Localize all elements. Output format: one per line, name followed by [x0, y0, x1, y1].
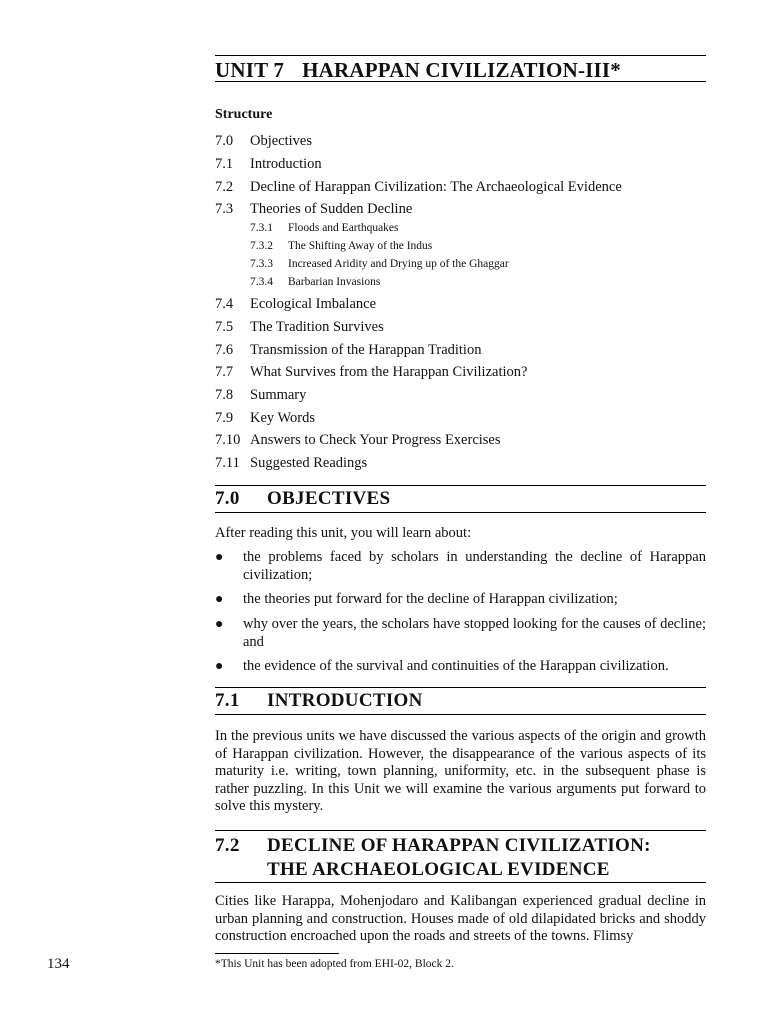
toc-item: 7.8 Summary [215, 387, 307, 403]
toc-item: 7.2 Decline of Harappan Civilization: The Archaeological Evidence [215, 179, 622, 195]
toc-item: 7.1 Introduction [215, 156, 322, 172]
unit-number: UNIT 7 [215, 58, 285, 82]
objective-bullet: ● the problems faced by scholars in understanding the decline of Harappan civilization; [215, 549, 706, 583]
toc-item: 7.11 Suggested Readings [215, 455, 368, 471]
subtoc-item: 7.3.3 Increased Aridity and Drying up of the Ghaggar [250, 258, 509, 270]
decline-top-rule [215, 830, 706, 831]
footnote: *This Unit has been adopted from EHI-02, Block 2. [215, 958, 454, 970]
subtoc-item: 7.3.1 Floods and Earthquakes [250, 222, 399, 234]
objectives-top-rule [215, 485, 706, 486]
introduction-top-rule [215, 687, 706, 688]
unit-name: HARAPPAN CIVILIZATION-III* [302, 58, 621, 82]
page-number: 134 [47, 956, 70, 972]
objectives-intro: After reading this unit, you will learn about: [215, 525, 472, 541]
footnote-rule [215, 953, 339, 954]
toc-item: 7.3 Theories of Sudden Decline [215, 201, 413, 217]
section-heading-decline: 7.2 DECLINE OF HARAPPAN CIVILIZATION: THE ARCHAEOLOGICAL EVIDENCE [215, 835, 651, 880]
decline-bottom-rule [215, 882, 706, 883]
unit-title-underline [215, 81, 706, 82]
subtoc-item: 7.3.2 The Shifting Away of the Indus [250, 240, 433, 252]
objective-bullet: ● why over the years, the scholars have stopped looking for the causes of decline; and [215, 616, 706, 650]
structure-label: Structure [215, 107, 273, 122]
section-heading-objectives: 7.0 OBJECTIVES [215, 488, 391, 509]
toc-item: 7.4 Ecological Imbalance [215, 296, 377, 312]
toc-item: 7.10 Answers to Check Your Progress Exercises [215, 432, 501, 448]
objectives-bottom-rule [215, 512, 706, 513]
toc-item: 7.7 What Survives from the Harappan Civilization? [215, 364, 528, 380]
toc-item: 7.9 Key Words [215, 410, 316, 426]
subtoc-item: 7.3.4 Barbarian Invasions [250, 276, 381, 288]
introduction-paragraph: In the previous units we have discussed the various aspects of the origin and growth of Harappan civilization. However, the disappearance of the various aspects of its maturity i.e. writing, town planning, uniformity, etc. in the subsequent phase is rather puzzling. In this Unit we will examine the various arguments put forward to solve this mystery. [215, 728, 706, 814]
toc-item: 7.6 Transmission of the Harappan Tradition [215, 342, 482, 358]
unit-title [215, 58, 621, 83]
decline-paragraph: Cities like Harappa, Mohenjodaro and Kalibangan experienced gradual decline in urban planning and construction. Houses made of old dilapidated bricks and shoddy construction encroached upon the roads and streets of the towns. Flimsy [215, 893, 706, 944]
objective-bullet: ● the theories put forward for the decline of Harappan civilization; [215, 591, 618, 607]
top-rule [215, 55, 706, 56]
section-heading-introduction: 7.1 INTRODUCTION [215, 690, 423, 711]
objective-bullet: ● the evidence of the survival and continuities of the Harappan civilization. [215, 658, 669, 674]
introduction-bottom-rule [215, 714, 706, 715]
toc-item: 7.5 The Tradition Survives [215, 319, 384, 335]
toc-item: 7.0 Objectives [215, 133, 313, 149]
